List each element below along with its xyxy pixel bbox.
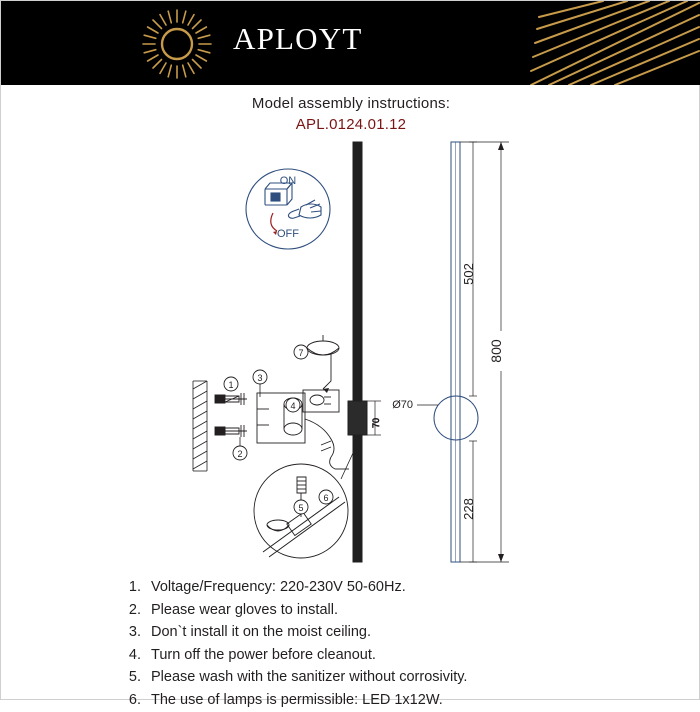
dim-502: 502 bbox=[461, 263, 476, 285]
power-switch-callout bbox=[246, 169, 330, 249]
dim-228: 228 bbox=[461, 498, 476, 520]
wire-icon bbox=[305, 419, 349, 469]
note-text: Turn off the power before cleanout. bbox=[151, 646, 376, 663]
model-number: APL.0124.01.12 bbox=[295, 116, 407, 133]
svg-text:4: 4 bbox=[290, 401, 296, 411]
svg-text:70: 70 bbox=[371, 417, 381, 429]
switch-off-label: OFF bbox=[277, 228, 299, 240]
callout-1 bbox=[224, 377, 238, 395]
screw-icon bbox=[215, 393, 247, 405]
note-number: 2. bbox=[128, 601, 141, 618]
callout-7 bbox=[294, 345, 308, 359]
svg-text:7: 7 bbox=[298, 348, 304, 358]
svg-text:1: 1 bbox=[228, 380, 234, 390]
callout-2 bbox=[233, 437, 247, 460]
note-number: 3. bbox=[128, 624, 141, 640]
terminal-block-icon bbox=[303, 390, 339, 412]
note-number: 4. bbox=[128, 646, 141, 663]
note-text: Voltage/Frequency: 220-230V 50-60Hz. bbox=[151, 579, 406, 595]
brand-name: APLOYT bbox=[233, 21, 363, 56]
svg-text:6: 6 bbox=[323, 493, 329, 503]
dim-800: 800 bbox=[488, 339, 504, 363]
list-item bbox=[125, 667, 685, 687]
wall-hatching-icon bbox=[193, 381, 207, 471]
notes-list bbox=[125, 577, 685, 712]
note-text: Please wear gloves to install. bbox=[151, 601, 338, 618]
round-canopy-icon bbox=[307, 335, 339, 355]
note-text: The use of lamps is permissible: LED 1x12W. bbox=[151, 691, 443, 708]
callout-4 bbox=[286, 398, 300, 412]
list-item bbox=[125, 577, 685, 597]
switch-on-label: ON bbox=[279, 175, 297, 187]
list-item bbox=[125, 600, 685, 620]
svg-text:2: 2 bbox=[237, 449, 243, 459]
note-text: Please wash with the sanitizer without corrosivity. bbox=[151, 669, 468, 685]
page-title: Model assembly instructions: bbox=[251, 95, 451, 112]
svg-text:3: 3 bbox=[257, 373, 263, 383]
dowel-icon bbox=[215, 425, 247, 437]
note-text: Don`t install it on the moist ceiling. bbox=[151, 624, 372, 640]
note-number: 1. bbox=[128, 579, 141, 595]
elevation-view bbox=[392, 142, 512, 562]
list-item bbox=[125, 645, 685, 665]
list-item bbox=[125, 622, 685, 642]
depth-dimension bbox=[367, 401, 381, 435]
note-number: 6. bbox=[128, 691, 141, 708]
diameter-label: Ø70 bbox=[392, 399, 413, 411]
linear-lamp-body-icon bbox=[348, 142, 367, 562]
svg-text:5: 5 bbox=[298, 503, 304, 513]
hand-pointing-icon bbox=[288, 200, 321, 218]
note-number: 5. bbox=[128, 669, 141, 685]
